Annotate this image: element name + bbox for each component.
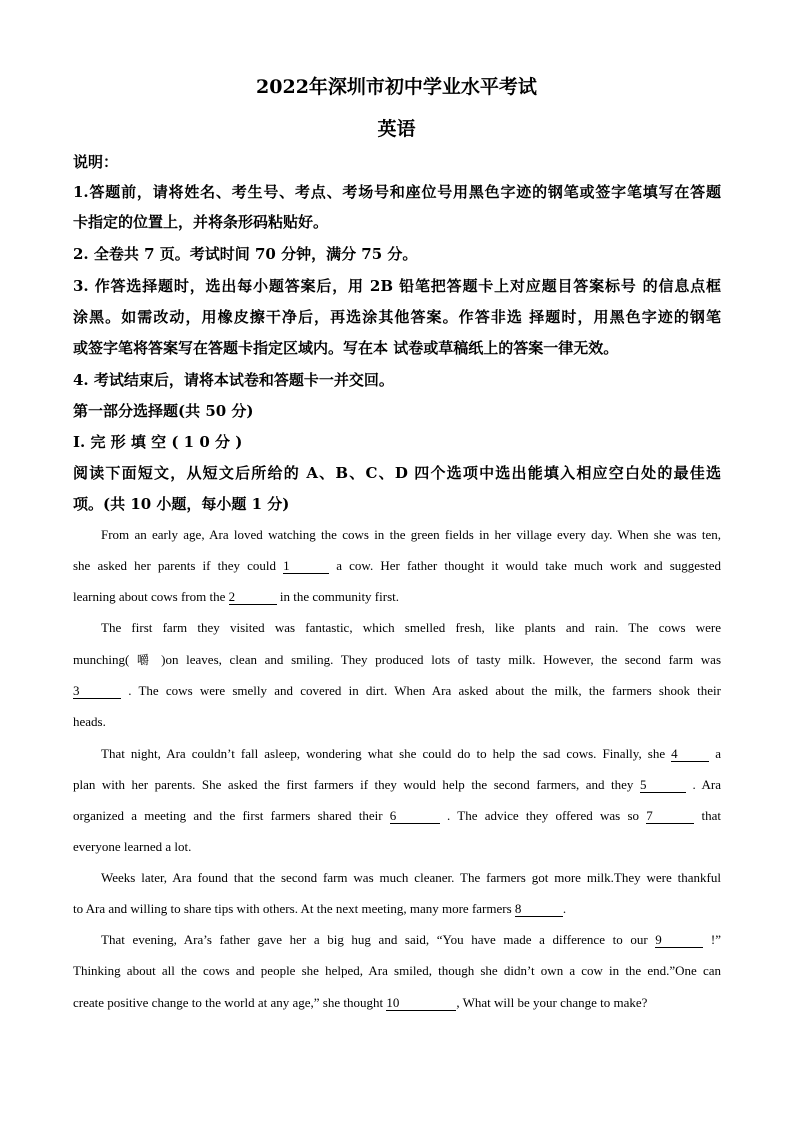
blank-4[interactable]: 4	[671, 747, 709, 762]
passage-line: 3 . The cows were smelly and covered in dirt. When Ara asked about the milk, the farmers shook their	[73, 683, 721, 698]
section-title-cloze: I. 完 形 填 空 ( 1 0 分 )	[73, 433, 243, 451]
passage-line: to Ara and willing to share tips with others. At the next meeting, many more farmers 8 .	[73, 901, 567, 916]
passage-line: Weeks later, Ara found that the second farm was much cleaner. The farmers got more milk.They were thankful	[101, 870, 721, 885]
passage-line: learning about cows from the 2 in the community first.	[73, 589, 399, 604]
exam-title: 2022年深圳市初中学业水平考试	[256, 76, 537, 98]
instruction-1-line-2: 卡指定的位置上，并将条形码粘贴好。	[73, 213, 329, 231]
passage-line: heads.	[73, 714, 106, 729]
instruction-4: 4. 考试结束后，请将本试卷和答题卡一并交回。	[73, 371, 394, 389]
passage-line: organized a meeting and the first farmers shared their 6 . The advice they offered was so 7 that	[73, 808, 721, 823]
instruction-3-line-1: 3. 作答选择题时，选出每小题答案后，用 2B 铅笔把答题卡上对应题目答案标号 的信息点框	[73, 277, 721, 295]
blank-9[interactable]: 9	[655, 933, 703, 948]
blank-3[interactable]: 3	[73, 684, 121, 699]
instruction-3-line-2: 涂黑。如需改动，用橡皮擦干净后，再选涂其他答案。作答非选 择题时，用黑色字迹的钢笔	[73, 308, 721, 326]
blank-8[interactable]: 8	[515, 902, 563, 917]
blank-10[interactable]: 10	[386, 996, 456, 1011]
instruction-3-line-3: 或签字笔将答案写在答题卡指定区域内。写在本 试卷或草稿纸上的答案一律无效。	[73, 339, 619, 357]
passage-line: everyone learned a lot.	[73, 839, 192, 854]
passage-line: create positive change to the world at any age,” she thought 10 , What will be your change to make?	[73, 995, 648, 1010]
blank-5[interactable]: 5	[640, 778, 686, 793]
part1-heading: 第一部分选择题(共 50 分)	[73, 402, 254, 420]
passage-line: plan with her parents. She asked the first farmers if they would help the second farmers, and they 5 . Ara	[73, 777, 721, 792]
instruction-2: 2. 全卷共 7 页。考试时间 70 分钟，满分 75 分。	[73, 245, 418, 263]
instruction-1-line-1: 1.答题前，请将姓名、考生号、考点、考场号和座位号用黑色字迹的钢笔或签字笔填写在答题	[73, 183, 721, 201]
subject-title: 英语	[377, 118, 416, 140]
passage-line: From an early age, Ara loved watching the cows in the green fields in her village every day. When she was ten,	[101, 527, 721, 542]
blank-1[interactable]: 1	[283, 559, 329, 574]
directions-line-2: 项。(共 10 小题，每小题 1 分)	[73, 495, 290, 513]
blank-6[interactable]: 6	[390, 809, 440, 824]
passage-line: That night, Ara couldn’t fall asleep, wondering what she could do to help the sad cows. Finally, she 4 a	[101, 746, 721, 761]
instructions-heading: 说明：	[73, 153, 119, 171]
directions-line-1: 阅读下面短文，从短文后所给的 A、B、C、D 四个选项中选出能填入相应空白处的最佳选	[73, 464, 721, 482]
blank-7[interactable]: 7	[646, 809, 694, 824]
passage-line: Thinking about all the cows and people she helped, Ara smiled, though she didn’t own a cow in the end.”One can	[73, 963, 721, 978]
blank-2[interactable]: 2	[229, 590, 277, 605]
passage-line: she asked her parents if they could 1 a cow. Her father thought it would take much work and suggested	[73, 558, 721, 573]
chinese-gloss: 嚼	[137, 653, 154, 667]
passage-line: That evening, Ara’s father gave her a big hug and said, “You have made a difference to our 9 !”	[101, 932, 722, 947]
passage-line: munching( 嚼 )on leaves, clean and smiling. They produced lots of tasty milk. However, the second farm was	[73, 652, 722, 667]
passage-line: The first farm they visited was fantastic, which smelled fresh, like plants and rain. The cows were	[101, 620, 721, 635]
